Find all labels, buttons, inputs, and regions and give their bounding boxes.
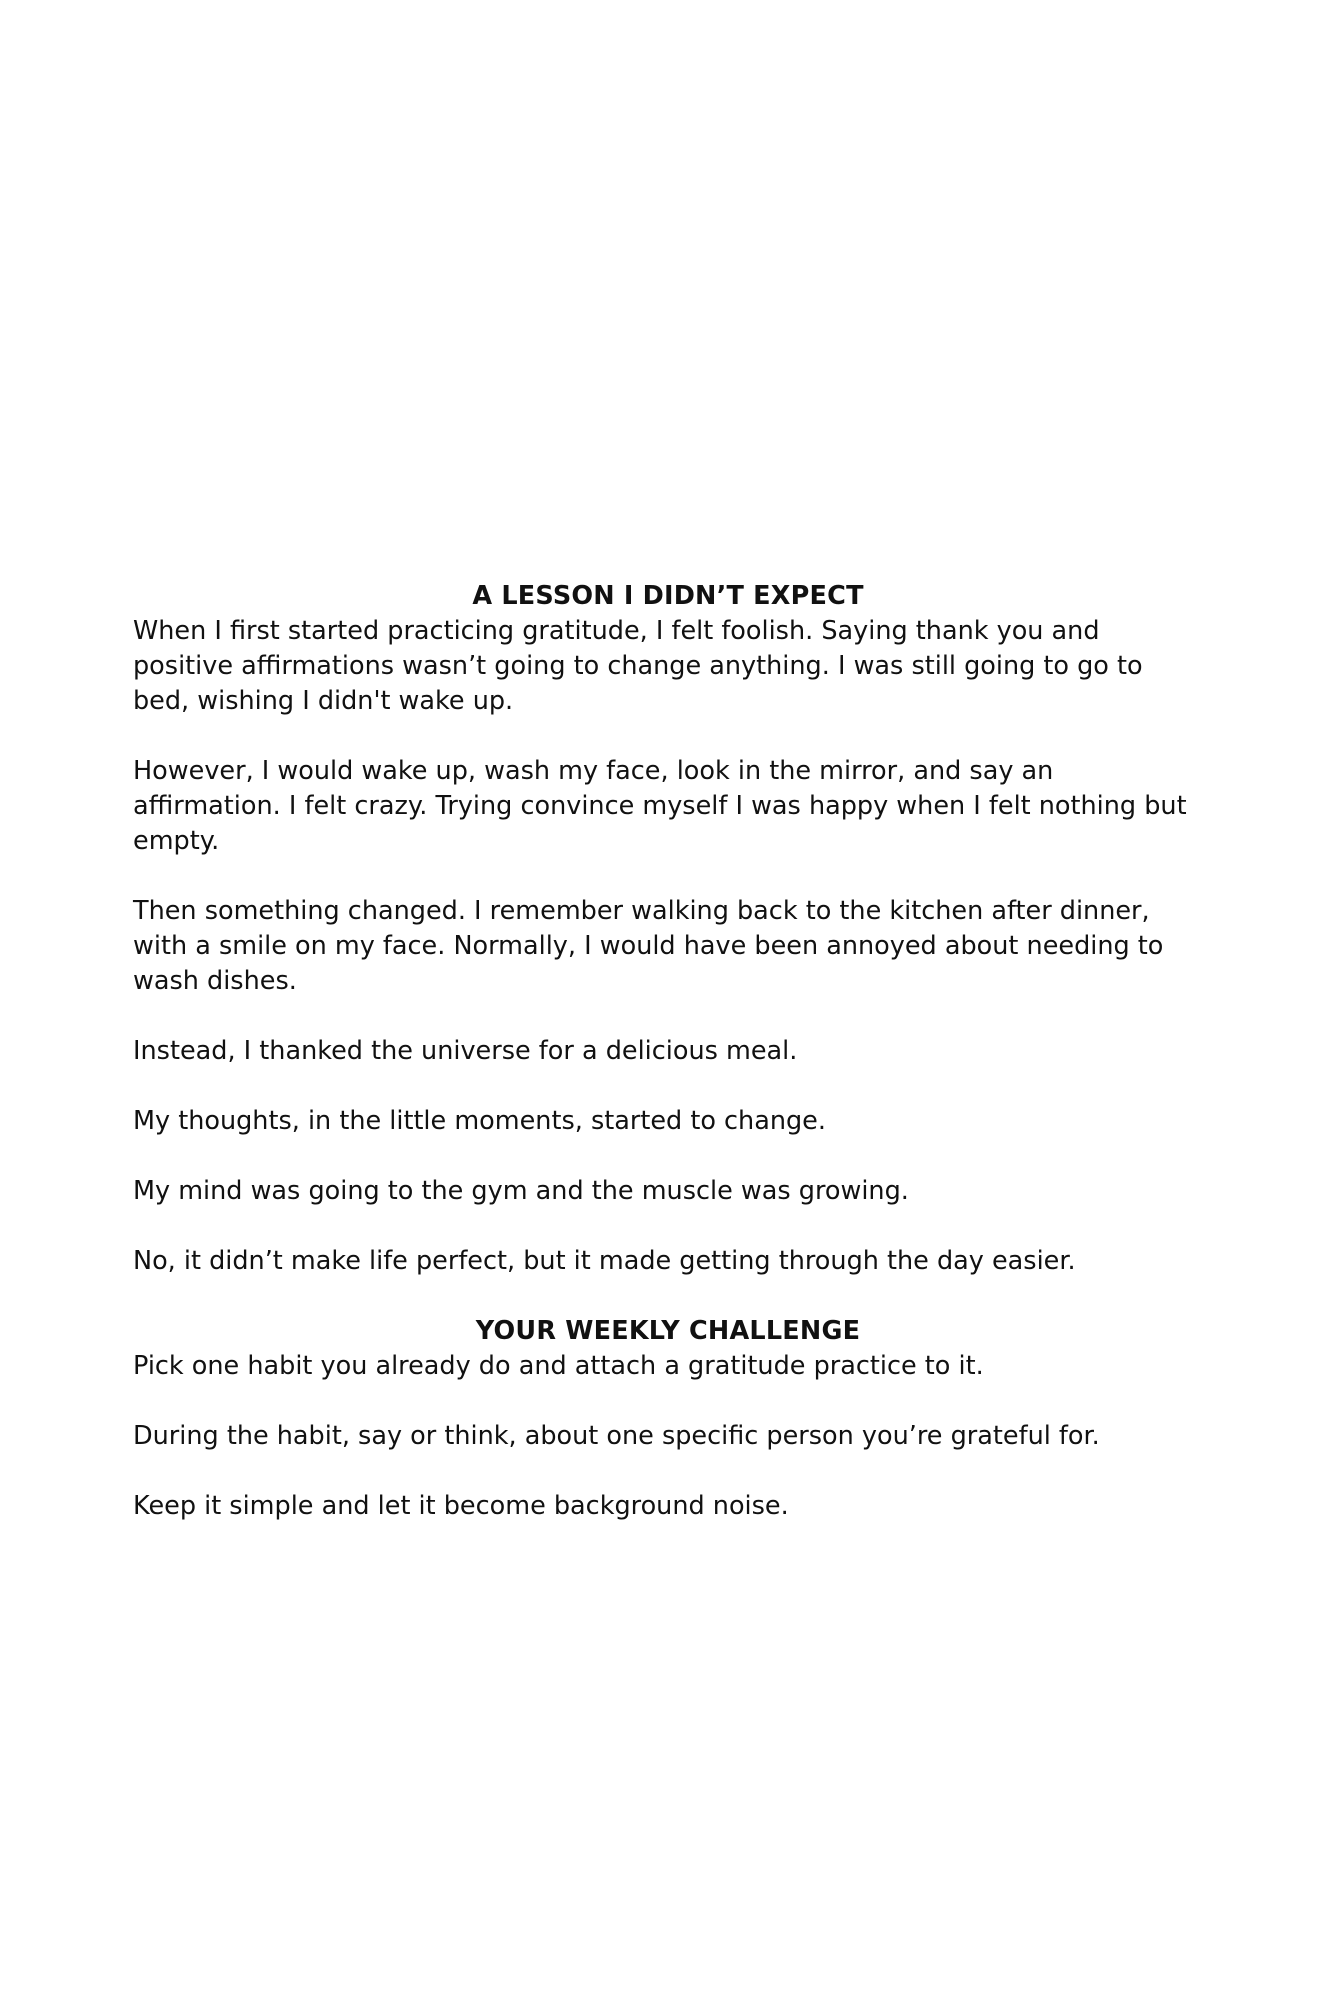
document-page [133,579,1203,1559]
section-lesson [133,579,1203,1279]
paragraph: When I first started practicing gratitude, I felt foolish. Saying thank you and positive affirmations wasn’t going to change anything. I was still going to go to bed, wishing I didn't wake up. [133,616,1143,716]
section-weekly-challenge [133,1314,1203,1524]
paragraph: During the habit, say or think, about one specific person you’re grateful for. [133,1421,1100,1451]
paragraph: Then something changed. I remember walking back to the kitchen after dinner, with a smile on my face. Normally, I would have been annoyed about needing to wash dishes. [133,896,1164,996]
paragraph: Instead, I thanked the universe for a delicious meal. [133,1036,798,1066]
paragraph: No, it didn’t make life perfect, but it made getting through the day easier. [133,1246,1076,1276]
section-heading: A LESSON I DIDN’T EXPECT [472,581,864,611]
paragraph: However, I would wake up, wash my face, look in the mirror, and say an affirmation. I felt crazy. Trying convince myself I was happy when I felt nothing but empty. [133,756,1187,856]
section-heading: YOUR WEEKLY CHALLENGE [475,1316,861,1346]
paragraph: My mind was going to the gym and the muscle was growing. [133,1176,909,1206]
paragraph: Pick one habit you already do and attach a gratitude practice to it. [133,1351,984,1381]
paragraph: My thoughts, in the little moments, started to change. [133,1106,826,1136]
paragraph: Keep it simple and let it become background noise. [133,1491,789,1521]
